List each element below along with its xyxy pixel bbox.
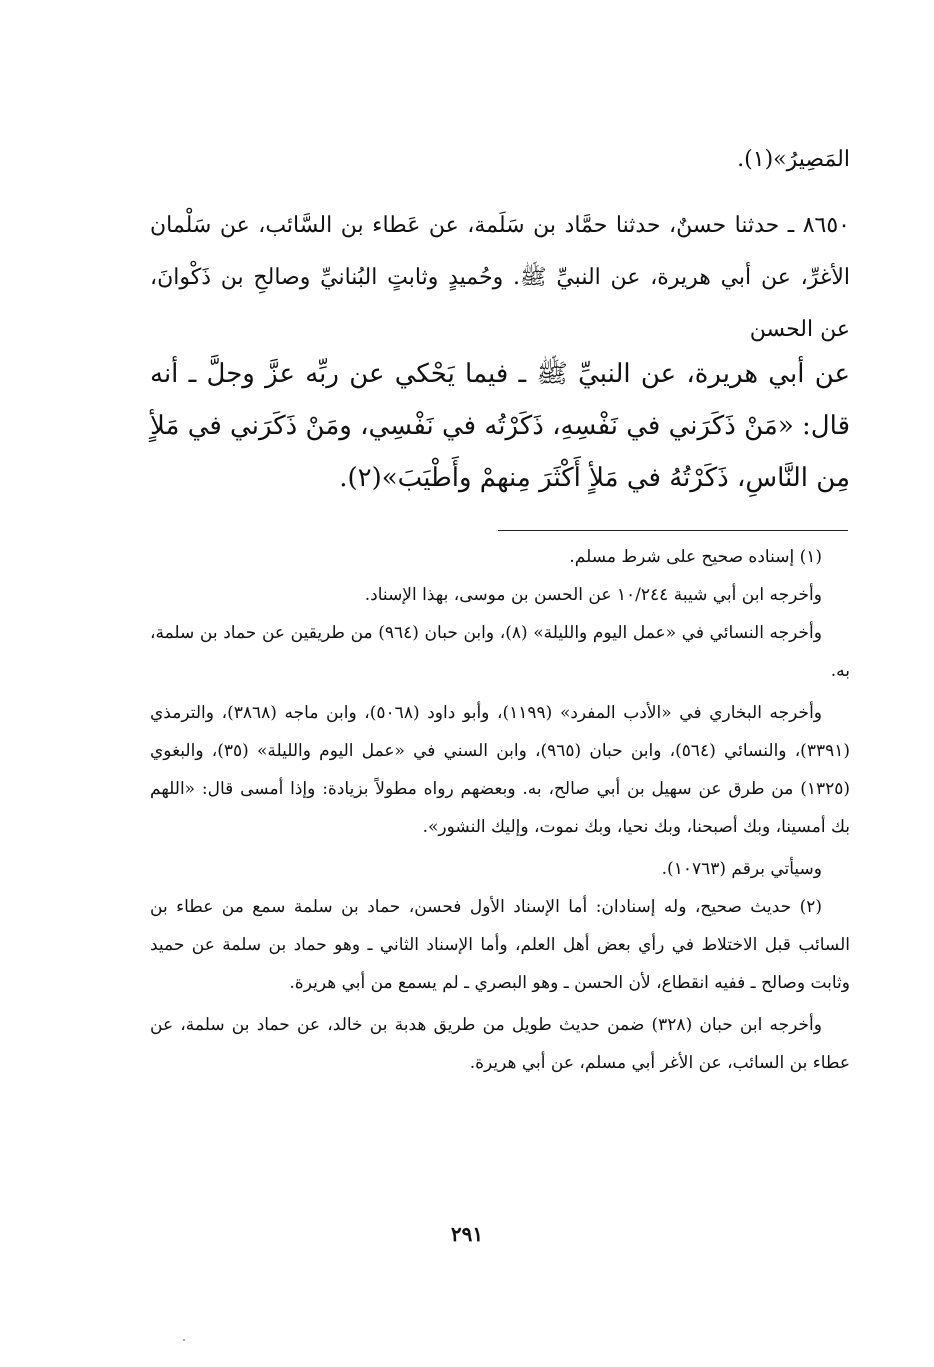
hadith-matn bbox=[150, 348, 850, 504]
matn-text: عن أبي هريرة، عن النبيِّ ﷺ ـ فيما يَحْكي عن ربِّه عزَّ وجلَّ ـ أنه قال: «مَنْ ذَكَرَني في نَفْسِهِ، ذَكَرْتُه في نَفْسِي، ومَنْ ذَكَرَني في مَلأٍ مِن النَّاسِ، ذَكَرْتُهُ في مَلأٍ أَكْثَرَ مِنهمْ وأَطْيَبَ»(٢). bbox=[149, 359, 850, 493]
footnote-2-ref: وأخرجه ابن حبان (٣٢٨) ضمن حديث طويل من طريق هدبة بن خالد، عن حماد بن سلمة، عن عطاء بن السائب، عن الأغر أبي مسلم، عن أبي هريرة. bbox=[150, 1015, 850, 1073]
footnote-1-ref-b: وأخرجه النسائي في «عمل اليوم والليلة» (٨)، وابن حبان (٩٦٤) من طريقين عن حماد بن سلمة، به. bbox=[150, 623, 850, 681]
footnote-divider bbox=[498, 530, 848, 531]
hadith-isnad bbox=[150, 200, 850, 356]
footnote-1-ref-c: وأخرجه البخاري في «الأدب المفرد» (١١٩٩)، وأبو داود (٥٠٦٨)، وابن ماجه (٣٨٦٨)، والترمذي (٣٣٩١)، والنسائي (٥٦٤)، وابن حبان (٩٦٥)، وابن السني في «عمل اليوم والليلة» (٣٥)، والبغوي (١٣٢٥) من طرق عن سهيل بن أبي صالح، به. وبعضهم رواه مطولاً بزيادة: وإذا أمسى قال: «اللهم بك أمسينا، وبك أصبحنا، وبك نحيا، وبك نموت، وإليك النشور». bbox=[150, 703, 850, 837]
footnote-2: (٢) حديث صحيح، وله إسنادان: أما الإسناد الأول فحسن، حماد بن سلمة سمع من عطاء بن السائب قبل الاختلاط في رأي بعض أهل العلم، وأما الإسناد الثاني ـ وهو حماد بن سلمة عن حميد وثابت وصالح ـ ففيه انقطاع، لأن الحسن ـ وهو البصري ـ لم يسمع من أبي هريرة. bbox=[150, 897, 850, 993]
opening-line bbox=[150, 138, 850, 182]
footnotes bbox=[150, 538, 850, 1082]
footnote-1: (١) إسناده صحيح على شرط مسلم. bbox=[569, 547, 822, 567]
footnote-1-ref-a: وأخرجه ابن أبي شيبة ١٠/٢٤٤ عن الحسن بن موسى، بهذا الإسناد. bbox=[364, 585, 822, 605]
footnote-1-cross-ref: وسيأتي برقم (١٠٧٦٣). bbox=[661, 859, 822, 879]
opening-text: المَصِيرُ»(١). bbox=[737, 147, 850, 172]
isnad-text: ٨٦٥٠ ـ حدثنا حسنٌ، حدثنا حمَّاد بن سَلَمة، عن عَطاء بن السَّائب، عن سَلْمان الأغرِّ، عن أبي هريرة، عن النبيِّ ﷺ. وحُميدٍ وثابتٍ البُنانيِّ وصالحِ بن ذَكْوانَ، عن الحسن bbox=[150, 213, 850, 342]
scan-speck bbox=[183, 1339, 185, 1341]
page-number: ٢٩١ bbox=[450, 1222, 484, 1246]
